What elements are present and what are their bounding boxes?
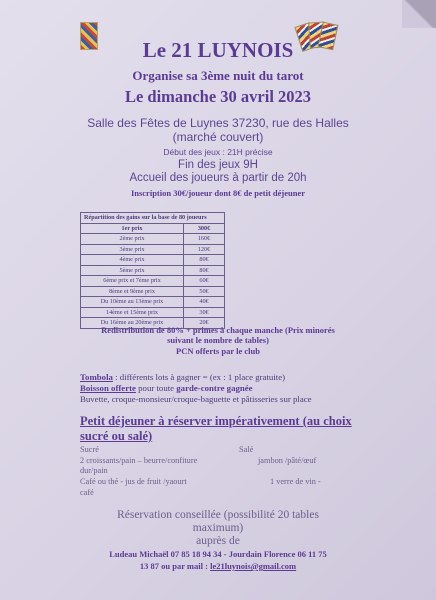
prize-table <box>80 212 225 329</box>
redistribution-line: Redistribution de 80% + primes à chaque manche (Prix minorés <box>101 325 335 335</box>
rank-cell: 4ème prix <box>81 255 184 266</box>
rank-cell: Du 16ème au 20ème prix <box>81 318 184 329</box>
contact-line: Ludeau Michaël 07 85 18 94 34 - Jourdain Florence 06 11 75 <box>109 549 327 559</box>
boisson-bold: garde-contre gagnée <box>176 383 253 393</box>
reservation-line-2: maximum) <box>192 522 244 534</box>
rank-cell: 1er prix <box>81 223 184 234</box>
rank-cell: 2ème prix <box>81 234 184 245</box>
amount-cell: 160€ <box>184 234 225 245</box>
page-fold <box>402 0 436 28</box>
contact-prefix: 13 87 ou par mail : <box>139 561 211 571</box>
table-row <box>81 223 225 234</box>
rank-cell: 14ème et 15ème prix <box>81 307 184 318</box>
table-row <box>81 265 225 276</box>
breakfast-title-2: sucré ou salé) <box>80 429 153 443</box>
table-row <box>81 286 225 297</box>
rank-cell: Du 10ème au 13ème prix <box>81 297 184 308</box>
amount-cell: 40€ <box>184 297 225 308</box>
venue-line-2: (marché couvert) <box>172 130 264 144</box>
sucre-item: 2 croissants/pain – beurre/confiture <box>80 456 198 465</box>
table-row <box>81 297 225 308</box>
tombola-label: Tombola <box>80 372 113 382</box>
amount-cell: 300€ <box>184 223 225 234</box>
sale-item: 1 verre de vin - <box>270 477 321 486</box>
redistribution-line-2: suivant le nombre de tables) <box>167 335 269 345</box>
pcn-line: PCN offerts par le club <box>176 346 260 356</box>
sucre-item: Café ou thé - jus de fruit /yaourt <box>80 477 187 486</box>
amount-cell: 30€ <box>184 307 225 318</box>
page-title: Le 21 LUYNOIS <box>142 38 294 62</box>
end-time: Fin des jeux 9H <box>178 159 258 171</box>
amount-cell: 50€ <box>184 286 225 297</box>
rank-cell: 5ème prix <box>81 265 184 276</box>
sucre-label: Sucré <box>80 445 99 454</box>
table-row <box>81 213 225 224</box>
amount-cell: 80€ <box>184 255 225 266</box>
amount-cell: 120€ <box>184 244 225 255</box>
header <box>0 38 436 63</box>
reservation-line-3: auprès de <box>196 535 240 547</box>
table-row <box>81 276 225 287</box>
tombola-text: : différents lots à gagner = (ex : 1 place gratuite) <box>112 372 286 382</box>
sucre-item-cont: café <box>80 488 94 497</box>
amount-cell: 80€ <box>184 265 225 276</box>
amount-cell: 20€ <box>184 318 225 329</box>
email-link[interactable]: le21luynois@gmail.com <box>210 561 297 571</box>
subtitle: Organise sa 3ème nuit du tarot <box>132 68 304 83</box>
amount-cell: 60€ <box>184 276 225 287</box>
start-time: Début des jeux : 21H précise <box>163 147 273 157</box>
breakfast-title: Petit déjeuner à réserver impérativement (au choix <box>80 414 352 428</box>
registration-fee: Inscription 30€/joueur dont 8€ de petit déjeuner <box>130 188 306 198</box>
contact-line-2 <box>0 561 436 571</box>
table-row <box>81 307 225 318</box>
rank-cell: 3ème prix <box>81 244 184 255</box>
rank-cell: 8ème et 9ème prix <box>81 286 184 297</box>
event-date: Le dimanche 30 avril 2023 <box>124 87 312 106</box>
sucre-item-cont: dur/pain <box>80 466 108 475</box>
welcome-time: Accueil des joueurs à partir de 20h <box>129 172 307 184</box>
table-header: Répartition des gains sur la base de 80 joueurs <box>81 213 225 224</box>
boisson-text: pour toute <box>135 383 177 393</box>
reservation-line: Réservation conseillée (possibilité 20 tables <box>117 509 319 521</box>
sale-label: Salé <box>239 445 254 454</box>
rank-cell: 6ème prix et 7ème prix <box>81 276 184 287</box>
sale-item: jambon /pâté/œuf <box>258 456 317 465</box>
table-row <box>81 244 225 255</box>
buvette-line: Buvette, croque-monsieur/croque-baguette et pâtisseries sur place <box>80 394 312 404</box>
table-row <box>81 234 225 245</box>
tombola-line <box>80 372 285 382</box>
boisson-line <box>80 383 253 393</box>
boisson-label: Boisson offerte <box>80 383 136 393</box>
table-row <box>81 255 225 266</box>
venue-line: Salle des Fêtes de Luynes 37230, rue des Halles <box>87 116 349 130</box>
